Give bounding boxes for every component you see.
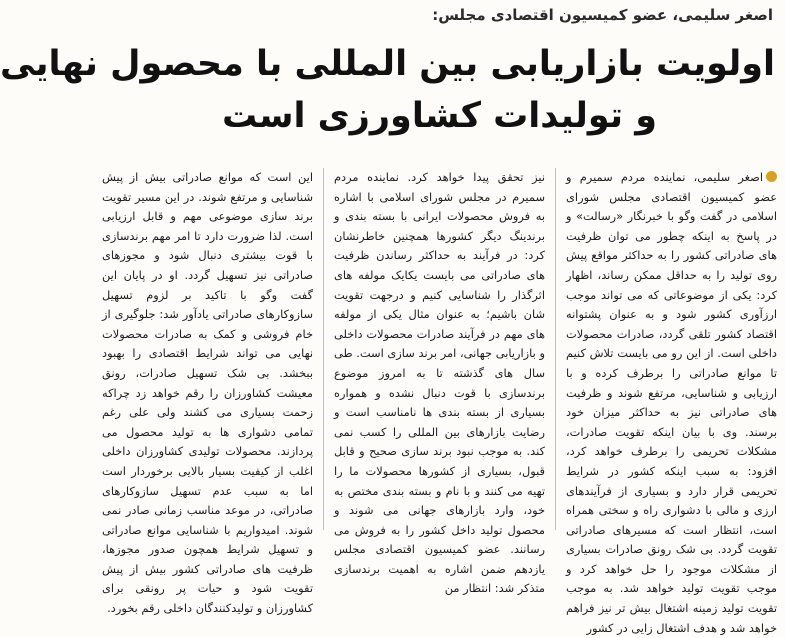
article-headline <box>0 38 775 142</box>
column-right-text <box>566 168 777 638</box>
column-right-body: اصغر سلیمی، نماینده مردم سمیرم و عضو کمیسیون اقتصادی مجلس شورای اسلامی در گفت وگو با خبرنگار «رسالت» و در پاسخ به اینکه چطور می توان ظرفیت های صادراتی کشور را به حداکثر مواقع پیش روی تولید را به حداقل ممکن رساند، اظهار کرد: یکی از موضوعاتی که می تواند موجب ارزآوری کشور شود و به عنوان پشتوانه اقتصاد کشور تلقی گردد، صادرات محصولات داخلی است. از این رو می بایست تلاش کنیم تا موانع صادراتی را برطرف کرده و با ارزیابی و شناسایی، مرتفع شوند و ظرفیت های صادراتی نیز به حداکثر میزان خود برسند. وی با بیان اینکه تقویت صادرات، مشکلات تحریمی را برطرف خواهد کرد، افزود: به سبب اینکه کشور در شرایط تحریمی قرار دارد و بسیاری از فرآیندهای ارزی و مالی با دشواری راه و سختی همراه است، انتظار است که مسیرهای صادراتی تقویت گردد. بی شک رونق صادرات بسیاری از مشکلات موجود را حل خواهد کرد و موجب تقویت تولید خواهد شد. به موجب تقویت تولید زمینه اشتغال بیش تر نیز فراهم خواهد شد و هدف اشتغال زایی در کشور <box>566 170 777 635</box>
headline-line-2: و تولیدات کشاورزی است <box>222 96 657 136</box>
headline-line-1: اولویت بازاریابی بین المللی با محصول نهایی <box>0 44 775 84</box>
column-middle <box>334 168 545 596</box>
article-kicker: اصغر سلیمی، عضو کمیسیون اقتصادی مجلس: <box>432 6 773 24</box>
column-right <box>566 168 777 635</box>
column-left <box>102 168 313 616</box>
column-divider <box>323 168 324 530</box>
bullet-mark-icon <box>766 171 777 182</box>
article-body <box>102 168 777 635</box>
column-left-text: این است که موانع صادراتی بیش از پیش شناسایی و مرتفع شوند. در این مسیر تقویت برند سازی موضوعی مهم و قابل ارزیابی است. لذا ضرورت دارد تا امر مهم برندسازی با قوت بیشتری دنبال شود و مجوزهای صادراتی نیز تسهیل گردد. او در پایان این گفت وگو با تاکید بر لزوم تسهیل سازوکارهای صادراتی یادآور شد: جلوگیری از خام فروشی و کمک به صادرات محصولات نهایی می تواند شرایط اقتصادی را بهبود ببخشد. بی شک تسهیل صادرات، رونق معیشت کشاورزان را رقم خواهد زد چراکه زحمت بسیاری می کشند ولی علی رغم تمامی دشواری ها به تولید محصول می پردازند. محصولات تولیدی کشاورزان داخلی اغلب از کیفیت بسیار بالایی برخوردار است اما به سبب عدم تسهیل سازوکارهای صادراتی، در موعد مناسب زمانی صادر نمی شوند. امیدواریم با شناسایی موانع صادراتی و تسهیل شرایط همچون صدور مجوزها، ظرفیت های صادراتی کشور بیش از پیش تقویت شود و حیات پر رونقی برای کشاورزان و تولیدکنندگان داخلی رقم بخورد. <box>102 170 313 616</box>
column-middle-text: نیز تحقق پیدا خواهد کرد. نماینده مردم سمیرم در مجلس شورای اسلامی با اشاره به فروش محصولات ایرانی با بسته بندی و برندینگ دیگر کشورها همچنین خاطرنشان کرد: در فرآیند به حداکثر رساندن ظرفیت های صادراتی می بایست یکایک مولفه های اثرگذار را شناسایی کنیم و درجهت تقویت شان باشیم؛ به عنوان مثال یکی از مولفه های مهم در فرآیند صادرات محصولات داخلی و بازاریابی جهانی، امر برند سازی است. طی سال های گذشته تا به امروز موضوع برندسازی با قوت دنبال نشده و همواره بسیاری از بسته بندی ها نامناسب است و رضایت بازارهای بین المللی را کسب نمی کند. به موجب نبود برند سازی صحیح و قابل قبول، بسیاری از کشورها محصولات ما را تهیه می کنند و با نام و بسته بندی مختص به خود، وارد بازارهای جهانی می شوند و محصول تولید داخل کشور را به فروش می رسانند. عضو کمیسیون اقتصادی مجلس یازدهم ضمن اشاره به اهمیت برندسازی متذکر شد: انتظار من <box>334 170 545 596</box>
column-divider <box>555 168 556 530</box>
